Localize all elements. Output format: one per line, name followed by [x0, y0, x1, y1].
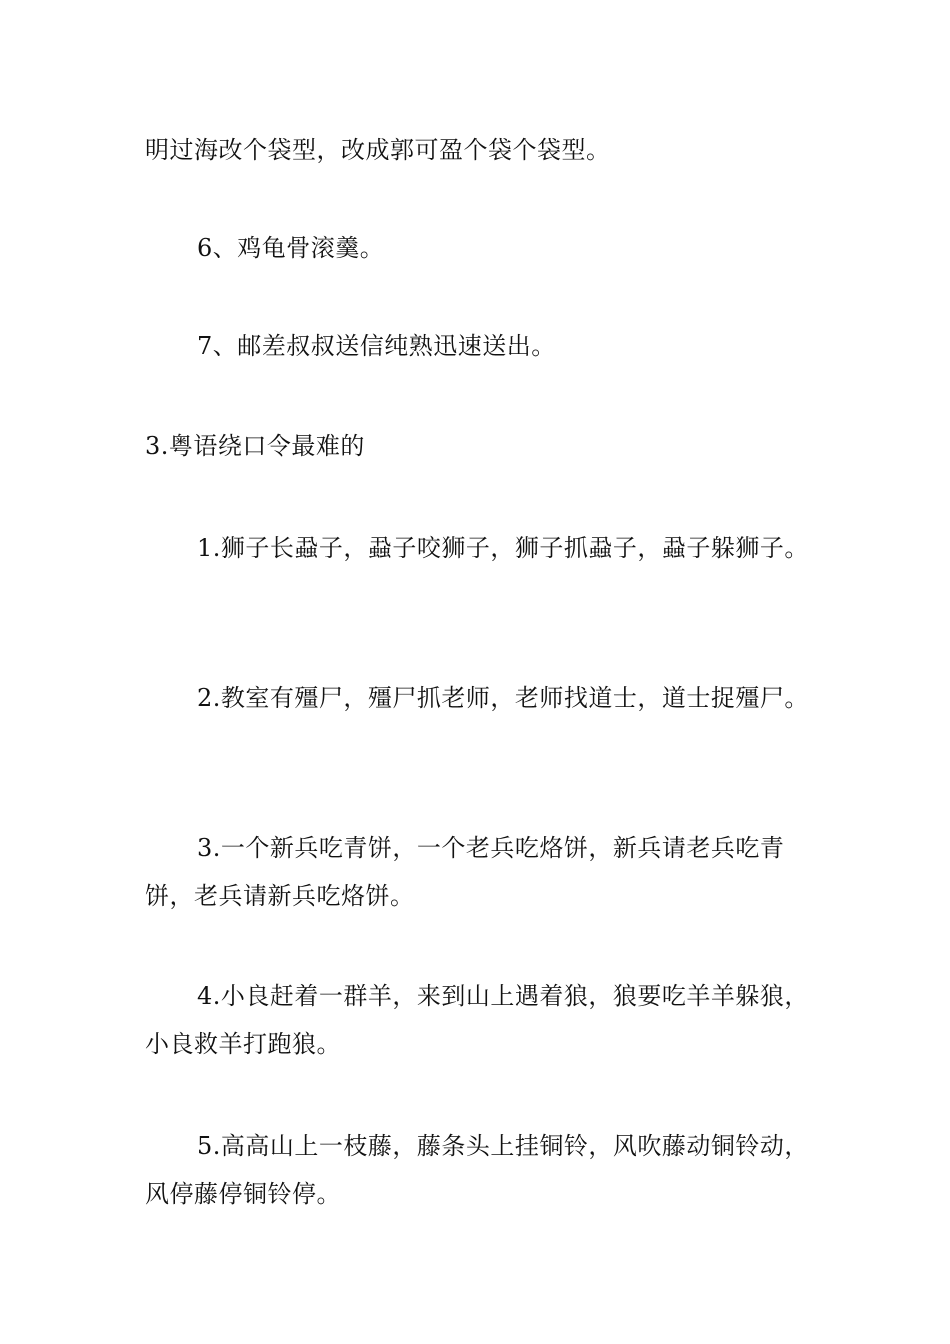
tongue-twister-2: 2.教室有殭尸，殭尸抓老师，老师找道士，道士捉殭尸。 [197, 684, 809, 712]
paragraph-continuation: 明过海改个袋型，改成郭可盈个袋个袋型。 [145, 136, 611, 164]
section-heading: 3.粤语绕口令最难的 [145, 432, 365, 460]
tongue-twister-3: 3.一个新兵吃青饼，一个老兵吃烙饼，新兵请老兵吃青饼，老兵请新兵吃烙饼。 [145, 834, 785, 910]
list-item-7: 7、邮差叔叔送信纯熟迅速送出。 [197, 332, 556, 360]
tongue-twister-1: 1.狮子长蝨子，蝨子咬狮子，狮子抓蝨子，蝨子躲狮子。 [197, 534, 809, 562]
list-item-6: 6、鸡龟骨滚羹。 [197, 234, 385, 262]
tongue-twister-4: 4.小良赶着一群羊，来到山上遇着狼，狼要吃羊羊躲狼，小良救羊打跑狼。 [145, 982, 809, 1058]
tongue-twister-5: 5.高高山上一枝藤，藤条头上挂铜铃，风吹藤动铜铃动，风停藤停铜铃停。 [145, 1132, 809, 1208]
